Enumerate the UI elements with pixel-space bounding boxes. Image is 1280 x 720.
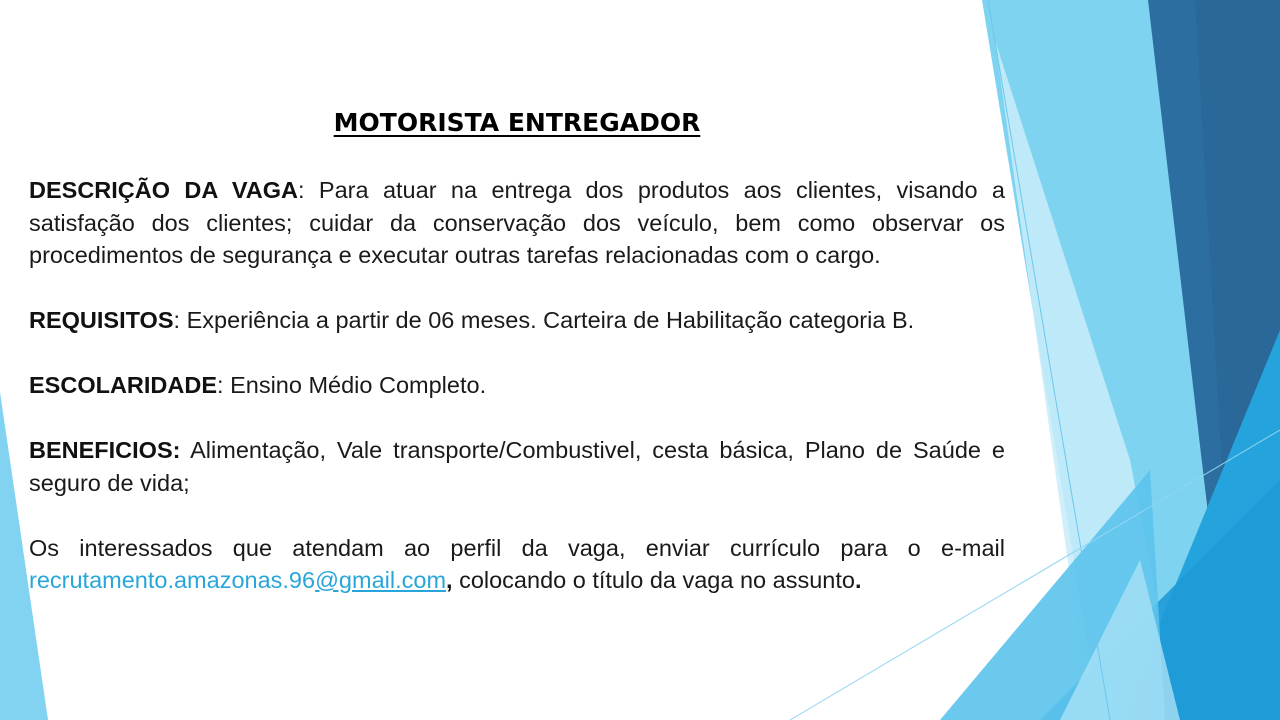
descricao-paragraph: [29, 174, 1005, 272]
email-user: recrutamento.amazonas.96: [29, 567, 316, 593]
requisitos-text: : Experiência a partir de 06 meses. Carteira de Habilitação categoria B.: [173, 307, 915, 333]
title-text: MOTORISTA ENTREGADOR: [333, 108, 701, 137]
descricao-label: DESCRIÇÃO DA VAGA: [29, 177, 299, 203]
escolaridade-paragraph: [29, 369, 1005, 402]
contato-period: .: [854, 567, 862, 593]
descricao-text: : Para atuar na entrega dos produtos aos clientes, visando a satisfação dos clientes; cuidar da conservação dos veículo, bem como observar os procedimentos de segurança e executar outras tarefas relacionadas com o cargo.: [29, 177, 1005, 268]
contato-text-before: Os interessados que atendam ao perfil da vaga, enviar currículo para o e-mail: [29, 534, 1005, 561]
beneficios-text: Alimentação, Vale transporte/Combustivel, cesta básica, Plano de Saúde e seguro de vida;: [29, 437, 1005, 496]
email-domain: @gmail.com: [315, 567, 447, 593]
beneficios-label: BENEFICIOS:: [29, 437, 181, 463]
contato-comma: ,: [446, 567, 453, 593]
job-description-body: [29, 174, 1005, 629]
escolaridade-label: ESCOLARIDADE: [29, 372, 218, 398]
escolaridade-text: : Ensino Médio Completo.: [217, 372, 487, 398]
contato-text-after: colocando o título da vaga no assunto: [452, 567, 855, 593]
beneficios-paragraph: [29, 434, 1005, 499]
contato-paragraph: [29, 532, 1005, 597]
page-title: [29, 108, 1005, 137]
email-link[interactable]: [29, 567, 446, 593]
requisitos-paragraph: [29, 304, 1005, 337]
requisitos-label: REQUISITOS: [29, 307, 174, 333]
